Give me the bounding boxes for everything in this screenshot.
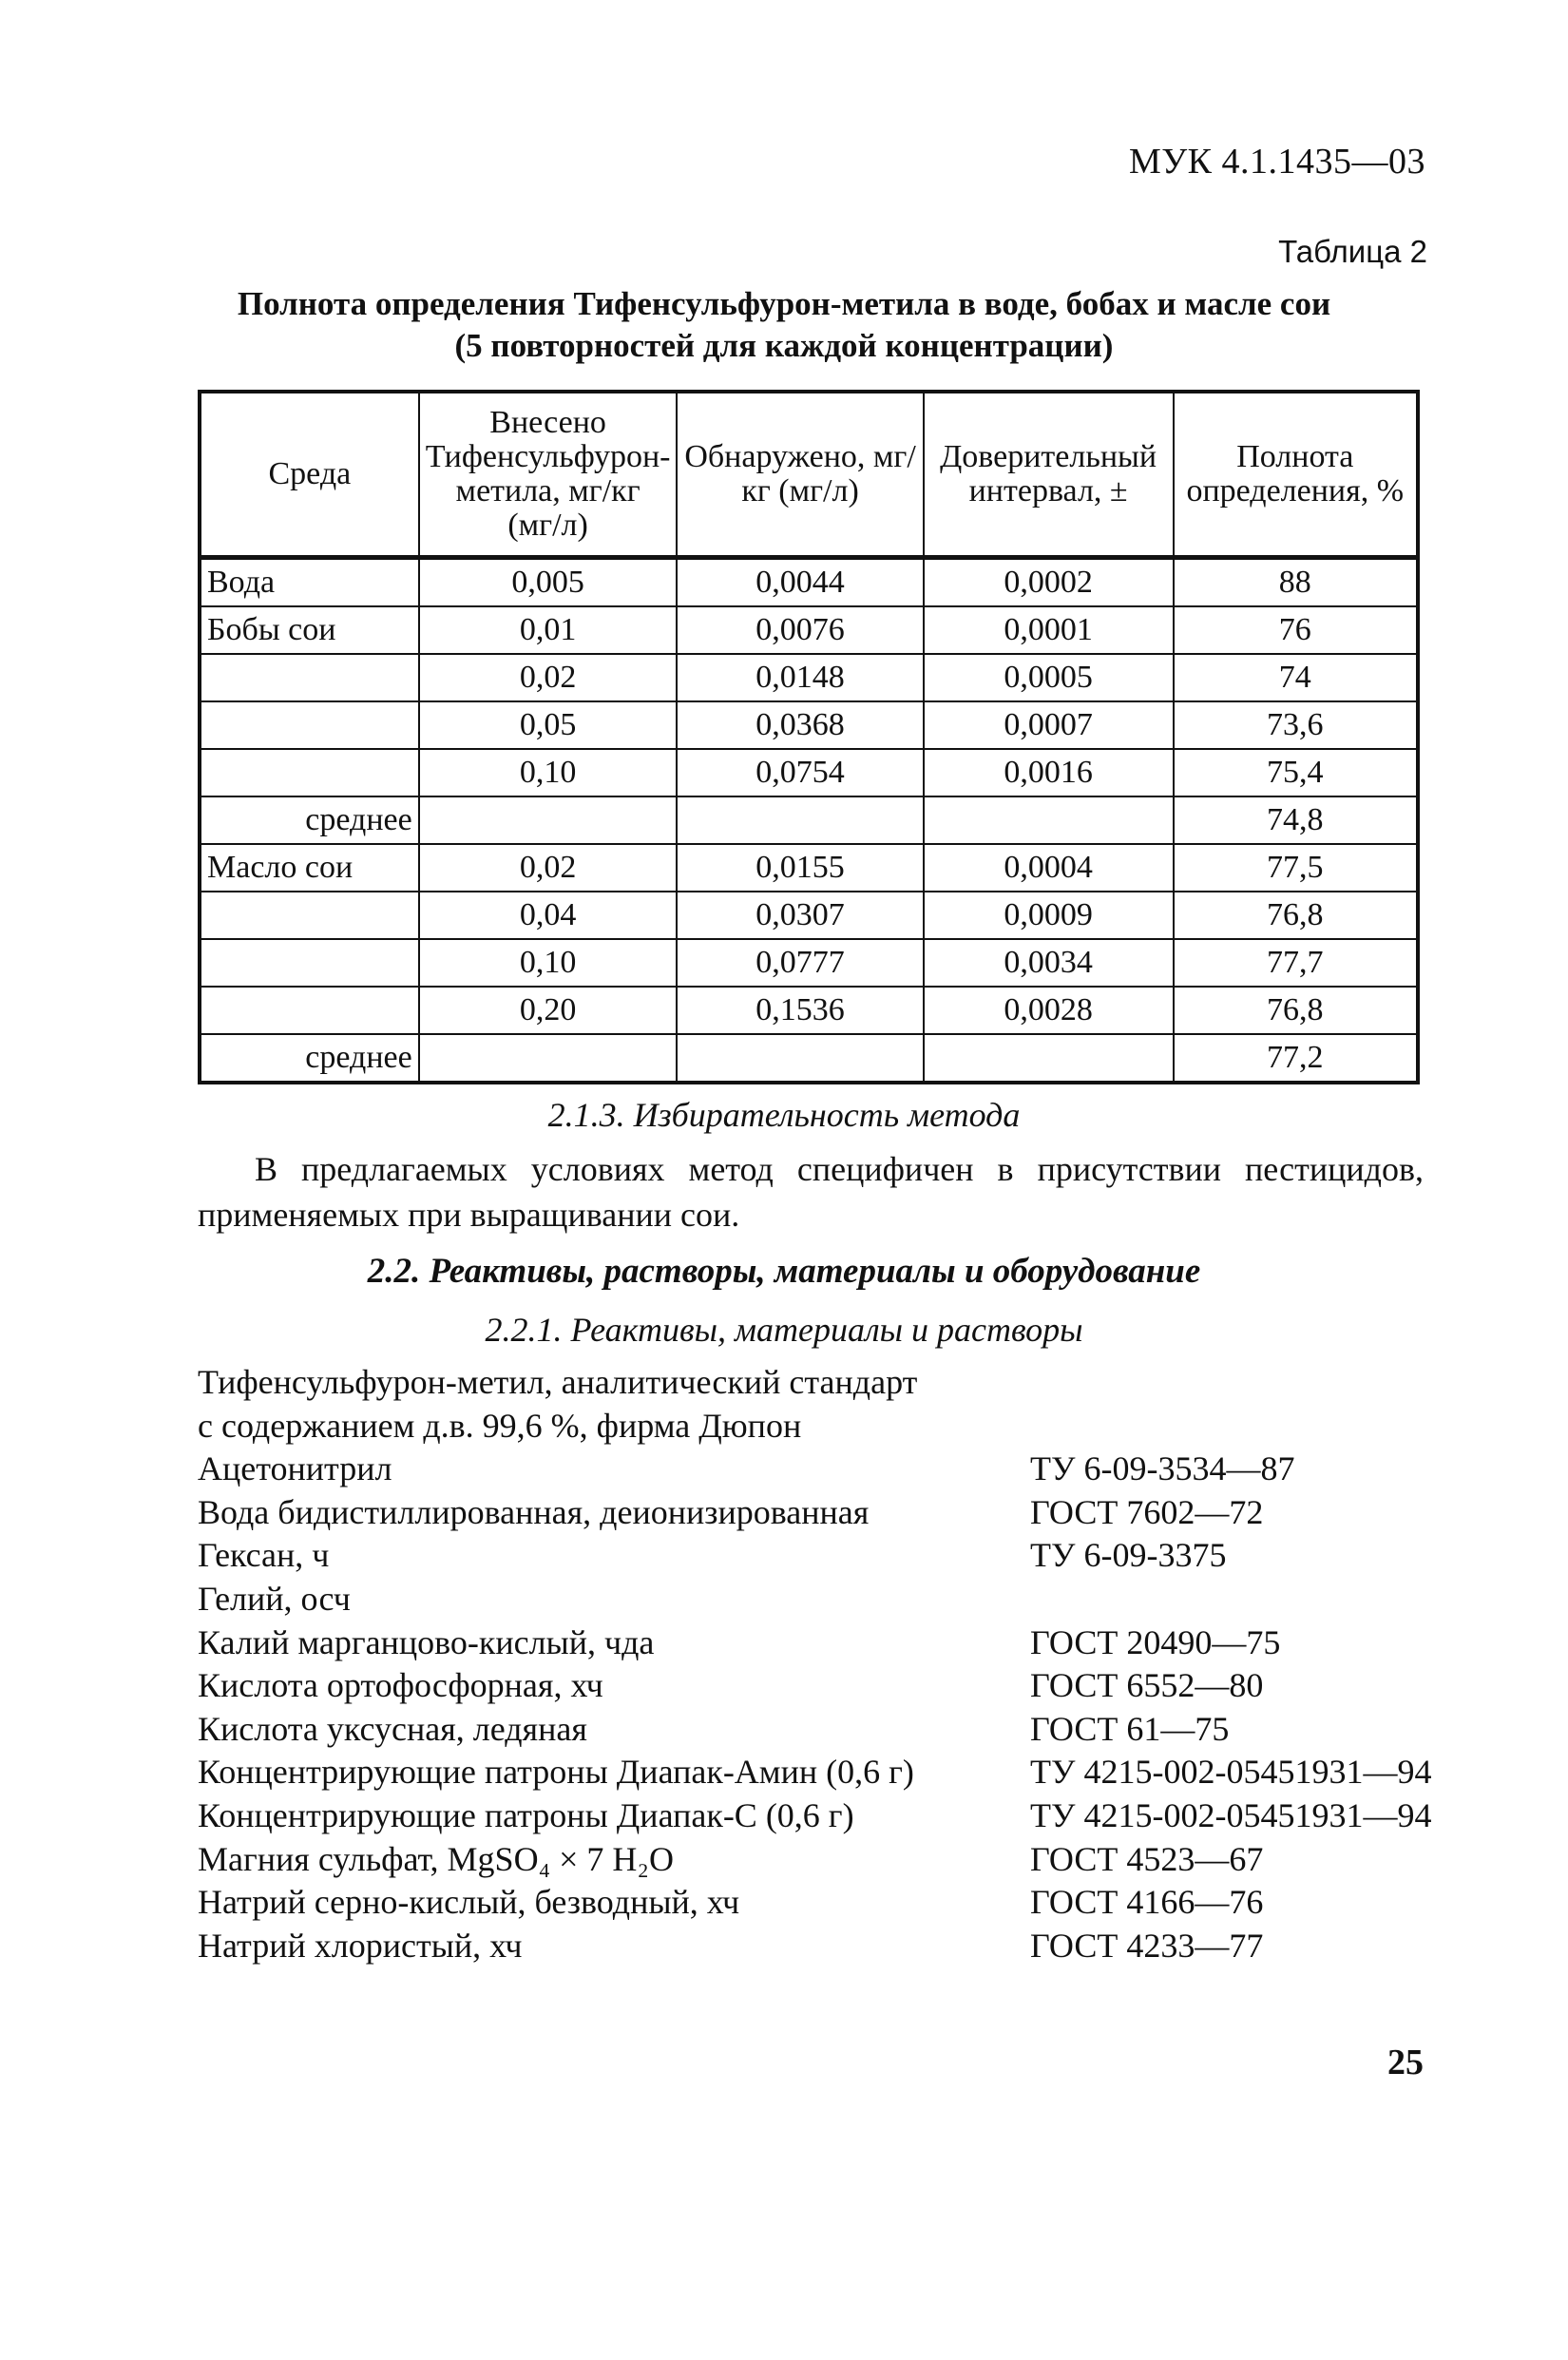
section-2-1-3-heading: 2.1.3. Избирательность метода xyxy=(547,1096,1021,1134)
table-row xyxy=(200,606,1418,654)
table-header-row xyxy=(200,392,1418,558)
cell-recovery: 73,6 xyxy=(1174,701,1418,749)
reagent-name: Концентрирующие патроны Диапак-С (0,6 г) xyxy=(198,1795,854,1834)
cell-added: 0,05 xyxy=(419,701,678,749)
cell-medium: среднее xyxy=(200,1034,419,1083)
reagent-row xyxy=(198,1925,1528,1968)
header-found: Обнаружено, мг/кг (мг/л) xyxy=(677,392,923,558)
reagent-standard: ГОСТ 7602—72 xyxy=(1030,1492,1264,1531)
cell-recovery: 88 xyxy=(1174,558,1418,607)
cell-added: 0,02 xyxy=(419,844,678,892)
reagent-name: Магния сульфат, MgSO₄ × 7 H₂O xyxy=(198,1839,674,1878)
section-2-1-3-paragraph: В предлагаемых условиях метод специфичен в присутствии пестицидов, применяемых при выращивании сои. xyxy=(198,1150,1424,1234)
cell-interval: 0,0005 xyxy=(924,654,1174,701)
reagent-name: Кислота уксусная, ледяная xyxy=(198,1709,587,1748)
reagent-standard: ГОСТ 4233—77 xyxy=(1030,1926,1264,1965)
reagent-name: Тифенсульфурон-метил, аналитический стандарт xyxy=(198,1363,918,1401)
reagent-row xyxy=(198,1708,1528,1752)
cell-interval: 0,0028 xyxy=(924,987,1174,1034)
header-added: Внесено Тифенсульфурон-метила, мг/кг (мг/л) xyxy=(419,392,678,558)
cell-interval: 0,0009 xyxy=(924,892,1174,939)
cell-medium xyxy=(200,701,419,749)
cell-medium xyxy=(200,987,419,1034)
cell-interval: 0,0034 xyxy=(924,939,1174,987)
table-label: Таблица 2 xyxy=(1278,234,1427,269)
reagent-standard: ТУ 4215-002-05451931—94 xyxy=(1030,1795,1432,1834)
cell-medium: Бобы сои xyxy=(200,606,419,654)
cell-medium: Вода xyxy=(200,558,419,607)
reagent-standard: ТУ 6-09-3375 xyxy=(1030,1536,1227,1575)
cell-added xyxy=(419,796,678,844)
cell-found: 0,0777 xyxy=(677,939,923,987)
reagent-name: Ацетонитрил xyxy=(198,1449,392,1488)
table-title: Полнота определения Тифенсульфурон-метила в воде, бобах и масле сои xyxy=(237,285,1331,322)
cell-interval: 0,0004 xyxy=(924,844,1174,892)
table-row xyxy=(200,749,1418,796)
cell-recovery: 77,7 xyxy=(1174,939,1418,987)
table-row xyxy=(200,939,1418,987)
reagent-name: Натрий хлористый, хч xyxy=(198,1926,523,1965)
page-number: 25 xyxy=(1387,2043,1424,2082)
reagent-name: Гелий, осч xyxy=(198,1579,351,1618)
cell-interval: 0,0007 xyxy=(924,701,1174,749)
cell-found xyxy=(677,1034,923,1083)
table-row xyxy=(200,892,1418,939)
reagent-name: с содержанием д.в. 99,6 %, фирма Дюпон xyxy=(198,1406,802,1445)
cell-found xyxy=(677,796,923,844)
header-recovery: Полнота определения, % xyxy=(1174,392,1418,558)
reagent-name: Натрий серно-кислый, безводный, хч xyxy=(198,1883,740,1922)
cell-recovery: 75,4 xyxy=(1174,749,1418,796)
section-2-2-heading: 2.2. Реактивы, растворы, материалы и оборудование xyxy=(367,1252,1201,1291)
cell-recovery: 74,8 xyxy=(1174,796,1418,844)
reagent-standard: ГОСТ 6552—80 xyxy=(1030,1666,1264,1705)
section-2-2-1-heading: 2.2.1. Реактивы, материалы и растворы xyxy=(485,1311,1083,1349)
cell-found: 0,0076 xyxy=(677,606,923,654)
reagent-standard: ГОСТ 61—75 xyxy=(1030,1709,1230,1748)
cell-added: 0,02 xyxy=(419,654,678,701)
cell-added: 0,10 xyxy=(419,939,678,987)
cell-interval: 0,0002 xyxy=(924,558,1174,607)
reagent-row xyxy=(198,1534,1528,1578)
cell-found: 0,0044 xyxy=(677,558,923,607)
table-row xyxy=(200,558,1418,607)
reagent-name: Вода бидистиллированная, деионизированная xyxy=(198,1492,870,1531)
reagent-row xyxy=(198,1838,1528,1882)
header-medium: Среда xyxy=(200,392,419,558)
reagent-standard: ГОСТ 4166—76 xyxy=(1030,1883,1264,1922)
cell-medium xyxy=(200,749,419,796)
cell-medium xyxy=(200,892,419,939)
cell-medium: среднее xyxy=(200,796,419,844)
cell-recovery: 77,5 xyxy=(1174,844,1418,892)
reagent-row xyxy=(198,1621,1528,1665)
reagent-standard: ТУ 4215-002-05451931—94 xyxy=(1030,1753,1432,1792)
reagent-row xyxy=(198,1448,1528,1491)
table-row xyxy=(200,796,1418,844)
document-code: МУК 4.1.1435—03 xyxy=(1128,142,1425,182)
reagent-name: Гексан, ч xyxy=(198,1536,330,1575)
cell-interval: 0,0016 xyxy=(924,749,1174,796)
cell-interval xyxy=(924,1034,1174,1083)
reagent-standard: ТУ 6-09-3534—87 xyxy=(1030,1449,1295,1488)
reagent-row xyxy=(198,1881,1528,1925)
cell-added: 0,04 xyxy=(419,892,678,939)
cell-recovery: 77,2 xyxy=(1174,1034,1418,1083)
table-body xyxy=(200,558,1418,1084)
cell-medium xyxy=(200,939,419,987)
cell-medium xyxy=(200,654,419,701)
reagent-row xyxy=(198,1664,1528,1708)
cell-interval xyxy=(924,796,1174,844)
cell-found: 0,0754 xyxy=(677,749,923,796)
cell-added: 0,20 xyxy=(419,987,678,1034)
table-row xyxy=(200,987,1418,1034)
cell-interval: 0,0001 xyxy=(924,606,1174,654)
recovery-table xyxy=(198,390,1420,1084)
table-row xyxy=(200,1034,1418,1083)
table-row xyxy=(200,844,1418,892)
table-row xyxy=(200,654,1418,701)
cell-added: 0,10 xyxy=(419,749,678,796)
cell-medium: Масло сои xyxy=(200,844,419,892)
table-row xyxy=(200,701,1418,749)
cell-found: 0,0307 xyxy=(677,892,923,939)
cell-found: 0,0148 xyxy=(677,654,923,701)
reagent-row xyxy=(198,1405,1528,1449)
reagent-name: Концентрирующие патроны Диапак-Амин (0,6 г) xyxy=(198,1753,914,1792)
cell-recovery: 76,8 xyxy=(1174,892,1418,939)
table-subtitle: (5 повторностей для каждой концентрации) xyxy=(454,327,1114,364)
reagent-name: Калий марганцово-кислый, чда xyxy=(198,1622,655,1661)
cell-added xyxy=(419,1034,678,1083)
reagent-row xyxy=(198,1361,1528,1405)
cell-found: 0,0155 xyxy=(677,844,923,892)
reagent-list xyxy=(198,1361,1528,1967)
cell-recovery: 76,8 xyxy=(1174,987,1418,1034)
cell-added: 0,01 xyxy=(419,606,678,654)
cell-found: 0,0368 xyxy=(677,701,923,749)
reagent-row xyxy=(198,1751,1528,1794)
reagent-row xyxy=(198,1794,1528,1838)
reagent-name: Кислота ортофосфорная, хч xyxy=(198,1666,603,1705)
reagent-standard: ГОСТ 20490—75 xyxy=(1030,1622,1281,1661)
header-interval: Доверительный интервал, ± xyxy=(924,392,1174,558)
cell-found: 0,1536 xyxy=(677,987,923,1034)
cell-added: 0,005 xyxy=(419,558,678,607)
reagent-standard: ГОСТ 4523—67 xyxy=(1030,1839,1264,1878)
cell-recovery: 74 xyxy=(1174,654,1418,701)
reagent-row xyxy=(198,1578,1528,1621)
reagent-row xyxy=(198,1491,1528,1535)
cell-recovery: 76 xyxy=(1174,606,1418,654)
